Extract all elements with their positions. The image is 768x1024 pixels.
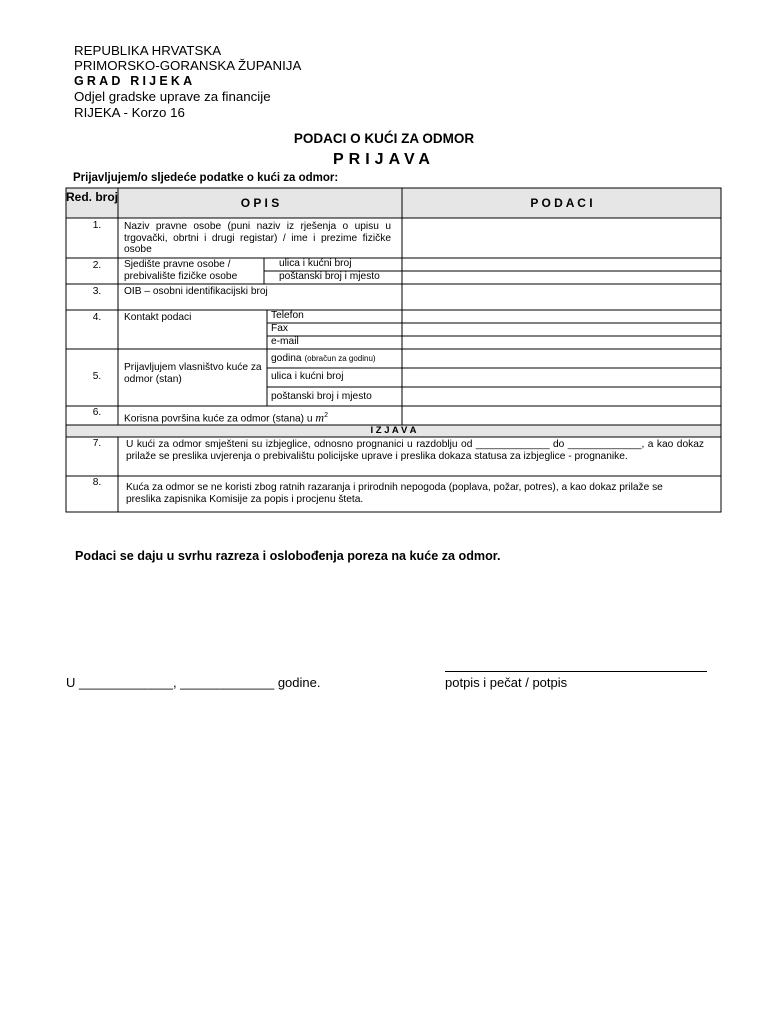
document-title: PODACI O KUĆI ZA ODMOR	[293, 131, 475, 146]
issuer-department: Odjel gradske uprave za financije	[74, 89, 271, 105]
row-description-4: Kontakt podaci	[124, 312, 192, 323]
row-number-5: 5.	[92, 371, 102, 382]
document-subtitle: PRIJAVA	[333, 151, 435, 168]
area-unit: m	[315, 410, 325, 425]
row-description-7: U kući za odmor smješteni su izbjeglice, odnosno prognanici u razdoblju od _____________ do _____________, a kao dokaz prilaže se preslika uvjerenja o prebivalištu policijske uprave i preslika dokaza statusa za izbjeglice - prognanike.	[126, 439, 704, 462]
row-description-8: Kuća za odmor se ne koristi zbog ratnih razaranja i prirodnih nepogoda (poplava, požar, potres), a kao dokaz prilaže se preslika zapisnika Komisije za popis i procjenu šteta.	[126, 482, 663, 505]
izjava-heading: I Z J A V A	[370, 425, 417, 436]
sub-label-phone: Telefon	[271, 310, 304, 321]
row-number-3: 3.	[92, 286, 102, 297]
column-header-number: Red. broj	[66, 190, 119, 204]
sub-label-year	[271, 353, 376, 365]
purpose-statement: Podaci se daju u svrhu razreza i oslobođenja poreza na kuće za odmor.	[75, 549, 501, 563]
row-description-1: Naziv pravne osobe (puni naziv iz rješenja o upisu u trgovački, obrtni i drugi registar) / ime i prezime fizičke osobe	[124, 221, 391, 255]
sub-label-postal: poštanski broj i mjesto	[279, 271, 380, 282]
signature-line	[445, 671, 707, 672]
row-number-7: 7.	[92, 438, 102, 449]
area-unit-exponent: 2	[324, 412, 328, 419]
sub-label-email: e-mail	[271, 336, 299, 347]
row-description-5: Prijavljujem vlasništvo kuće za odmor (stan)	[124, 362, 262, 385]
issuer-address: RIJEKA - Korzo 16	[74, 104, 185, 120]
issuer-city: GRAD RIJEKA	[74, 73, 196, 88]
row-description-3: OIB – osobni identifikacijski broj	[124, 286, 268, 297]
column-header-description: O P I S	[240, 196, 280, 210]
row-number-2: 2.	[92, 260, 102, 271]
column-header-data: P O D A C I	[530, 196, 593, 210]
issuer-county: PRIMORSKO-GORANSKA ŽUPANIJA	[74, 58, 302, 74]
sub-label-fax: Fax	[271, 323, 288, 334]
row-description-6	[124, 410, 328, 425]
sub-label-street: ulica i kućni broj	[279, 258, 352, 269]
row-number-1: 1.	[92, 220, 102, 231]
row-description-2: Sjedište pravne osobe / prebivalište fizičke osobe	[124, 259, 238, 282]
intro-text: Prijavljujem/o sljedeće podatke o kući za odmor:	[73, 172, 339, 184]
sub-label-postal-5: poštanski broj i mjesto	[271, 391, 372, 402]
sub-label-year-text: godina	[271, 353, 302, 364]
row-number-6: 6.	[92, 407, 102, 418]
sub-label-year-note: (obračun za godinu)	[304, 354, 376, 363]
row-number-4: 4.	[92, 312, 102, 323]
place-date-line: U _____________, _____________ godine.	[66, 675, 321, 690]
issuer-country: REPUBLIKA HRVATSKA	[74, 43, 222, 58]
row-description-6-text: Korisna površina kuće za odmor (stana) u	[124, 413, 313, 425]
row-number-8: 8.	[92, 477, 102, 488]
sub-label-street-5: ulica i kućni broj	[271, 371, 344, 382]
signature-label: potpis i pečat / potpis	[445, 675, 568, 690]
